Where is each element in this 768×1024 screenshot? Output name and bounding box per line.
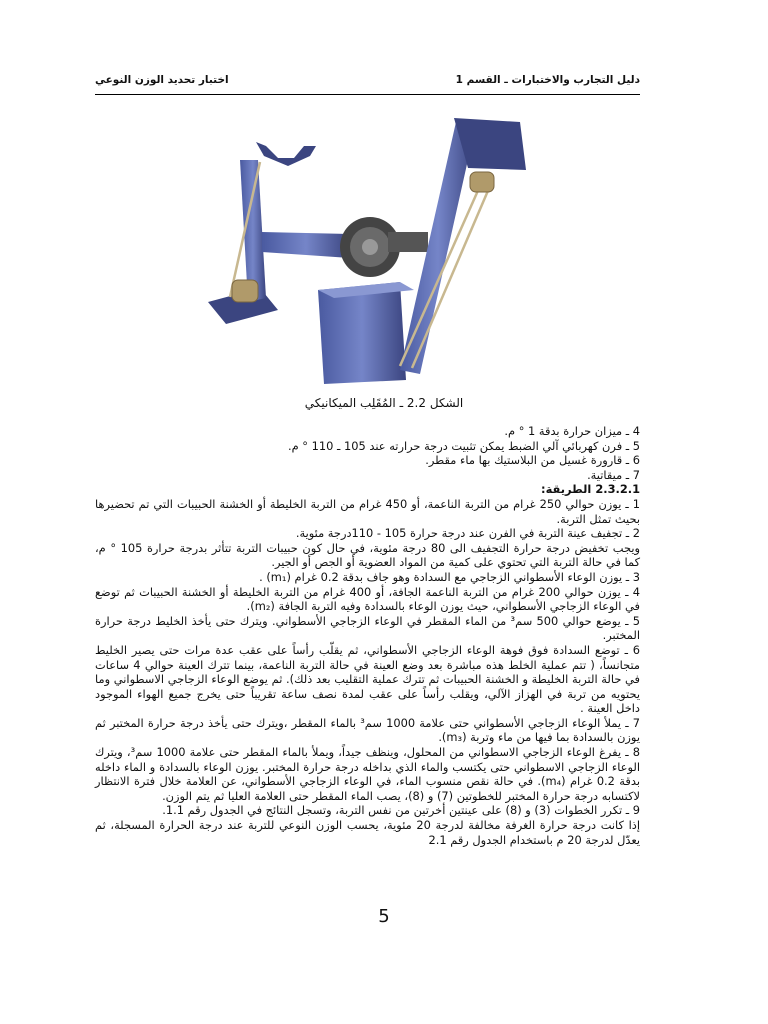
body-line: 7 ـ ميقاتية. [587,467,640,482]
body-line: 4 ـ ميزان حرارة بدقة 1 ° م. [504,424,640,438]
mechanical-shaker-image [200,112,540,392]
header-test-title: اختبار تحديد الوزن النوعي [95,74,229,86]
body-line: ويجب تخفيض درجة حرارة التجفيف الى 80 درجة مئوية، في حال كون حبيبات التربة تتأثر بدرجة حرارة 105 ° م، كما في حالة التربة التي تحتوي على كمية من المواد العضوية أو الجص أو الجير. [95,540,641,570]
body-line: 5 ـ يوضع حوالي 500 سم³ من الماء المقطر في الوعاء الزجاجي الأسطواني. ويترك حتى يأخذ الخليط درجة حرارة المختبر. [95,613,640,643]
body-line: 1 ـ يوزن حوالي 250 غرام من التربة الناعمة، أو 450 غرام من التربة الخليطة أو الخشنة الحبيبات التي تم تحضيرها بحيث تمثل التربة. [95,496,640,526]
body-line: 6 ـ قارورة غسيل من البلاستيك بها ماء مقطر. [425,453,640,468]
page-header [95,72,640,95]
body-line: 6 ـ توضع السدادة فوق فوهة الوعاء الزجاجي الأسطواني، ثم يقلّب رأساً على عقب عدة مرات حتى يصير الخليط متجانساً، ( تتم عملية الخلط هذه مباشرة بعد وضع العينة في حالة التربة الناعمة، بينما تترك العينة حوالي 4 ساعات في حالة التربة الخليطة و الخشنة الحبيبات ثم تترك عملية التقليب بعد ذلك). ثم يوضع الوعاء الزجاجي الاسطواني وما يحتويه من تربة في الهزاز الآلي، ويقلب رأساً على عقب لمدة نصف ساعة تقريباً حتى يخرج جميع الهواء الموجود داخل العينة . [95,642,640,716]
document-body [95,424,640,847]
body-line: إذا كانت درجة حرارة الغرفة مخالفة لدرجة 20 مئوية، يحسب الوزن النوعي للتربة عند درجة الحرارة المسجلة، ثم يعدّل لدرجة 20 م باستخدام الجدول رقم 2.1 [95,818,640,847]
body-line: 7 ـ يملأ الوعاء الزجاجي الأسطواني حتى علامة 1000 سم³ بالماء المقطر ،ويترك حتى يأخذ درجة حرارة المختبر ثم يوزن بالسدادة بما فيها من ماء وتربة (m₃). [95,715,640,745]
body-line: 3 ـ يوزن الوعاء الأسطواني الزجاجي مع السدادة وهو جاف بدقة 0.2 غرام (m₁) . [259,569,640,584]
body-line: 2 ـ تجفيف عينة التربة في الفرن عند درجة حرارة 105 - 110درجة مئوية. [295,526,640,541]
figure-caption: الشكل 2.2 ـ المُقَلِب الميكانيكي [304,396,464,410]
body-line: 8 ـ يفرغ الوعاء الزجاجي الاسطواني من المحلول، وينظف جيداً، ويملأ بالماء المقطر حتى علامة 1000 سم³، ويترك الوعاء الزجاجي الاسطواني حتى يكتسب والماء الذي بداخله درجة حرارة المختبر. يوزن الوعاء بالسدادة و الماء داخله بدقة 0.2 غرام (m₄). في حالة نقص منسوب الماء، في الوعاء الزجاجي الأسطواني، عن العلامة خلال فترة الانتظار لاكتسابه درجة حرارة المختبر للخطوتين (7) و (8)، يصب الماء المقطر حتى العلامة العليا ثم يتم الوزن. [95,745,641,803]
section-heading: 2.3.2.1 الطريقة: [541,482,640,497]
body-line: 9 ـ تكرر الخطوات (3) و (8) على عينتين أخرتين من نفس التربة، وتسجل النتائج في الجدول رقم 1.1. [162,803,640,818]
body-line: 5 ـ فرن كهربائي آلي الضبط يمكن تثبيت درجة حرارته عند 105 ـ 110 ° م. [288,438,640,453]
body-line: 4 ـ يوزن حوالي 200 غرام من التربة الناعمة الجافة، أو 400 غرام من التربة الخليطة أو الخشنة الحبيبات ثم توضع في الوعاء الزجاجي الأسطواني، حيث يوزن الوعاء بالسدادة وفيه التربة الجافة (m₂). [95,584,640,614]
mechanical-shaker-figure [200,112,540,392]
header-section-title: دليل التجارب والاختبارات ـ القسم 1 [455,74,640,86]
page-number: 5 [378,906,390,927]
